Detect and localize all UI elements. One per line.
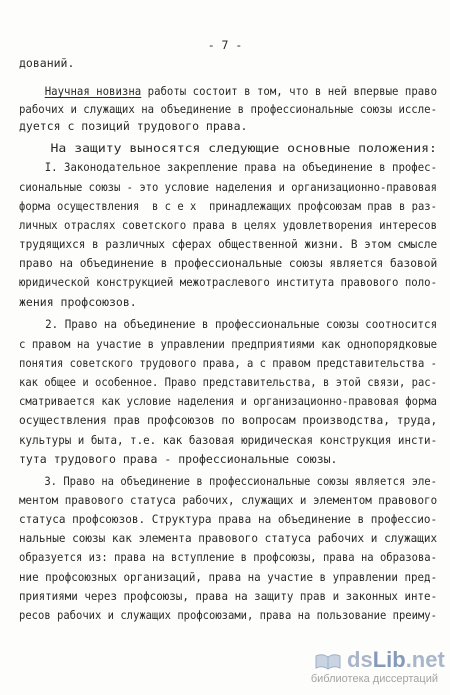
text-line: культуры и быта, т.е. как базовая юридическая конструкция инсти- [19,433,438,447]
text-line: ние профсоюзных организаций, права на участие в управлении пред- [19,570,438,584]
text-line: дуется с позиций трудового права. [19,119,248,133]
text-line: личных отраслях советского права в целях удовлетворения интересов [19,218,438,232]
text-line: трудящихся в различных сферах общественной жизни. В этом смысле [19,237,438,251]
text-line: с правом на участие в управлении предприятиями как однопорядковые [19,337,438,351]
text-line: понятия советского трудового права, а с правом представительства - [19,356,437,370]
text-line: тута трудового права - профессиональные союзы. [19,452,338,466]
text-line: ментом правового статуса рабочих, служащих и элементом правового [19,493,438,507]
watermark-caption: библиотека диссертаций [310,673,438,685]
underlined-phrase: Научная новизна [44,84,142,98]
watermark-logo [292,647,445,673]
text-line: форма осуществления в с е х принадлежащих профсоюзам прав в раз- [19,199,437,213]
watermark-logo-text: dsLib.net [347,647,445,672]
text-line: 3. Право на объединение в профессиональные союзы является эле- [19,474,437,488]
text-line: статуса профсоюзов. Структура права на объединение в профессио- [19,512,438,526]
text-line: жения профсоюзов. [19,295,137,309]
watermark [292,647,445,687]
paragraph-indent [19,84,45,98]
text-line: рабочих и служащих на объединение в профессиональные союзы иссле- [19,102,438,116]
text-line: осуществления прав профсоюзов по вопросам производства, труда, [19,413,438,427]
page-number: - 7 - [207,38,243,52]
text-line: На защиту выносятся следующие основные положения: [19,141,437,155]
text-line: право на объединение в профессиональные союзы является базовой [19,256,438,270]
text-line: приятиями через профсоюзы, права на защиту прав и законных инте- [19,589,438,603]
text-line: дований. [19,56,75,70]
text-line: ресов рабочих и служащих профсоюзами, права на пользование преиму- [19,608,437,622]
text-line: I. Законодательное закрепление права на объединение в профес- [19,160,438,174]
text-line: сматривается как условие наделения и организационно-правовая форма [19,394,437,408]
line-rest: работы состоит в том, что в ней впервые право [141,84,438,98]
text-line: 2. Право на объединение в профессиональные союзы соотносится [19,317,438,331]
text-line: нальные союзы как элемента правового статуса рабочих и служащих [19,531,438,545]
text-line: как общее и особенное. Право представительства, в этой связи, рас- [19,375,437,389]
text-line [19,84,437,98]
text-line: юридической конструкцией межотраслевого института правового поло- [19,275,438,289]
text-line: образуется из: права на вступление в профсоюзы, права на образова- [19,550,437,564]
open-book-icon [314,651,342,671]
text-line: сиональные союзы - это условие наделения и организационно-правовая [19,180,437,194]
